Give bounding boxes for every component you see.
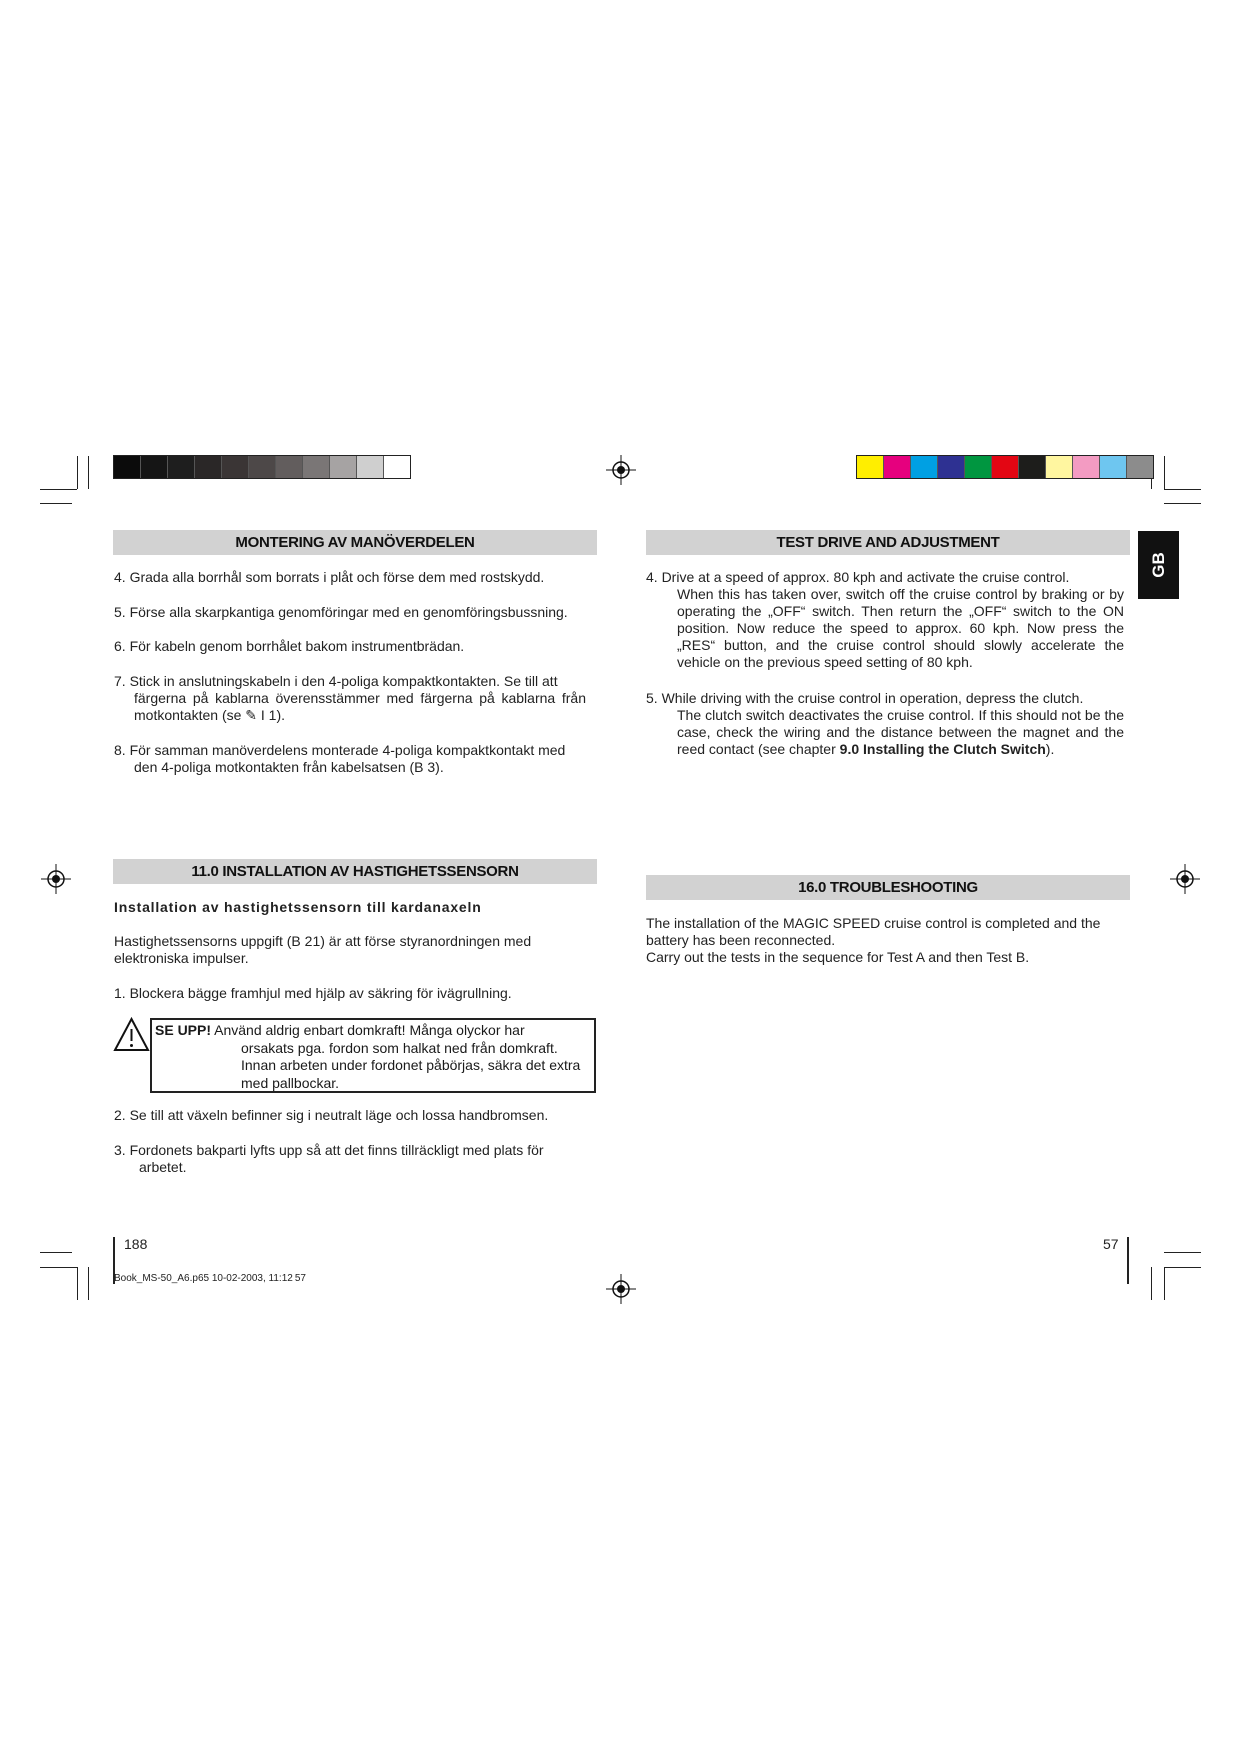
crop-mark (40, 503, 72, 504)
color-swatch (222, 456, 249, 478)
color-swatch (249, 456, 276, 478)
crop-mark (1164, 1252, 1201, 1253)
grayscale-calibration-bar (113, 455, 411, 479)
intro-paragraph: Hastighetssensorns uppgift (B 21) är att förse styranordningen med elektroniska impulser. (114, 933, 532, 966)
registration-mark-icon (606, 455, 636, 485)
registration-mark-icon (1170, 864, 1200, 894)
color-swatch (303, 456, 330, 478)
warning-text: SE UPP! Använd aldrig enbart domkraft! Många olyckor har orsakats pga. fordon som halkat ned från domkraft. Innan arbeten under fordonet påbörjas, säkra det extra med pallbockar. (155, 1022, 581, 1091)
color-swatch (384, 456, 410, 478)
color-swatch (276, 456, 303, 478)
color-swatch (195, 456, 222, 478)
list-item: 8. För samman manöverdelens monterade 4-poliga kompaktkontakt med den 4-poliga motkontakten från kabelsatsen (B 3). (114, 742, 566, 775)
crop-mark (77, 1267, 78, 1300)
list-item: 1. Blockera bägge framhjul med hjälp av säkring för ivägrullning. (114, 985, 512, 1001)
list-item: 2. Se till att växeln befinner sig i neutralt läge och lossa handbromsen. (114, 1107, 549, 1123)
color-swatch (357, 456, 384, 478)
color-swatch (965, 456, 992, 478)
registration-mark-icon (606, 1274, 636, 1304)
section-title-hastighetssensorn: 11.0 INSTALLATION AV HASTIGHETSSENSORN (113, 859, 597, 884)
crop-mark (77, 456, 78, 489)
page-number-right: 57 (1103, 1236, 1119, 1252)
crop-mark (1164, 1267, 1165, 1300)
crop-mark (40, 489, 77, 490)
color-swatch (168, 456, 195, 478)
color-swatch (857, 456, 884, 478)
registration-mark-icon (41, 864, 71, 894)
color-swatch (992, 456, 1019, 478)
warning-label: SE UPP! (155, 1022, 212, 1038)
list-item: 4. Grada alla borrhål som borrats i plåt och förse dem med rostskydd. (114, 569, 545, 585)
crop-mark (1164, 456, 1165, 489)
warning-box (150, 1018, 596, 1093)
page-margin-line (1127, 1237, 1129, 1284)
color-swatch (330, 456, 357, 478)
subsection-title: Installation av hastighetssensorn till kardanaxeln (114, 899, 482, 915)
color-swatch (1127, 456, 1153, 478)
list-item: 4. Drive at a speed of approx. 80 kph and activate the cruise control. When this has taken over, switch off the cruise control by braking or by operating the „OFF“ switch. Then return the „OFF“ switch to the ON position. Now reduce the speed to approx. 60 kph. Now press the „RES“ button, and the cruise control should slowly accelerate the vehicle on the previous speed setting of 80 kph. (646, 569, 1124, 670)
warning-triangle-icon (113, 1017, 150, 1052)
crop-mark (88, 456, 89, 489)
crop-mark (88, 1267, 89, 1300)
color-swatch (911, 456, 938, 478)
color-swatch (1019, 456, 1046, 478)
page-number-left: 188 (124, 1236, 148, 1252)
section-title-troubleshooting: 16.0 TROUBLESHOOTING (646, 875, 1130, 900)
list-item: 6. För kabeln genom borrhålet bakom instrumentbrädan. (114, 638, 465, 654)
list-item: 5. While driving with the cruise control in operation, depress the clutch. The clutch switch deactivates the cruise control. If this should not be the case, check the wiring and the distance between the magnet and the reed contact (see chapter 9.0 Installing the Clutch Switch). (646, 690, 1124, 757)
color-swatch (141, 456, 168, 478)
crop-mark (40, 1252, 72, 1253)
color-swatch (1100, 456, 1127, 478)
color-swatch (1046, 456, 1073, 478)
color-swatch (884, 456, 911, 478)
list-item: 7. Stick in anslutningskabeln i den 4-poliga kompaktkontakten. Se till att färgerna på kablarna överensstämmer med färgerna på kablarna från motkontakten (se ✎ I 1). (114, 673, 586, 723)
color-swatch (938, 456, 965, 478)
crop-mark (1164, 1267, 1201, 1268)
section-title-test-drive: TEST DRIVE AND ADJUSTMENT (646, 530, 1130, 555)
troubleshooting-paragraph: Carry out the tests in the sequence for Test A and then Test B. (646, 949, 1030, 965)
troubleshooting-paragraph: The installation of the MAGIC SPEED cruise control is completed and the battery has been reconnected. (646, 915, 1101, 948)
crop-mark (1164, 503, 1201, 504)
language-tab-gb (1138, 531, 1179, 599)
list-item: 3. Fordonets bakparti lyfts upp så att det finns tillräckligt med plats för arbetet. (114, 1142, 544, 1175)
section-title-montering: MONTERING AV MANÖVERDELEN (113, 530, 597, 555)
color-swatch (114, 456, 141, 478)
crop-mark (1164, 489, 1201, 490)
color-calibration-bar (856, 455, 1154, 479)
language-tab-label: GB (1148, 552, 1168, 578)
file-info: Book_MS-50_A6.p65 10-02-2003, 11:12 57 (114, 1273, 306, 1284)
list-item: 5. Förse alla skarpkantiga genomföringar med en genomföringsbussning. (114, 604, 568, 620)
crop-mark (1151, 1267, 1152, 1300)
color-swatch (1073, 456, 1100, 478)
crop-mark (40, 1267, 77, 1268)
